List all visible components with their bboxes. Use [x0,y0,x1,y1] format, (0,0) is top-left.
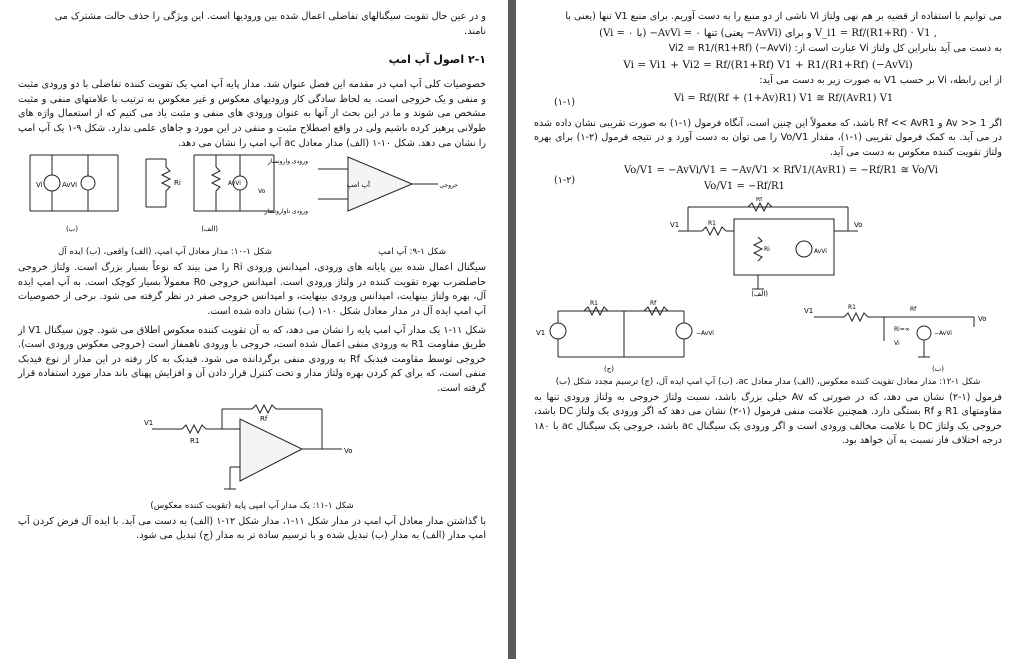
paragraph-2: سیگنال اعمال شده بین پایانه های ورودی، امپدانس ورودی Ri را می بیند که نوعاً بسیار بزرگ است. ولتاژ خروجی حاصلضرب بهره تقویت کننده در ولتاژ ورودی است. امپدانس خروجی Ro معمولاً بسیار کوچک است. به آپ امپ ایده آل، بهره ولتاژ بینهایت، امپدانس ورودی بینهایت، و امپدانس خروجی صفر در نظر گرفته می شود. برخی از خصوصیات آپ امپ ایده آل در مدار معادل شکل ۱۰-۱ (ب) نشان داده شده است. [18,262,486,317]
caption-1-12: شکل ۱-۱۲: مدار معادل تقویت کننده معکوس، (الف) مدار معادل ac، (ب) آپ امپ ایده آل، (ج) ترسیم مجدد شکل (ب) [555,376,981,387]
svg-text:−AvVi: −AvVi [934,329,952,337]
svg-text:Vo: Vo [854,220,863,229]
figure-1-12-a [668,197,868,297]
output-label: خروجی [439,182,458,190]
svg-text:R1: R1 [590,299,598,307]
right-page [516,0,1024,659]
svg-text:AvVi: AvVi [228,180,241,188]
svg-text:V1: V1 [536,328,546,337]
equation-1-2: Vo/V1 = −AvVi/V1 = −Av/V1 × RfV1/(AvR1) = −Rf/R1 ≅ Vo/Vi [624,164,938,176]
intro-line-1: و در عین حال تقویت سیگنالهای تفاضلی اعمال شده بین ورودیها است. این ویژگی را حذف حالت مشترک می [54,11,486,22]
svg-text:R1: R1 [708,219,716,227]
fig-1-9-opamp [318,157,438,211]
svg-text:V1: V1 [144,418,154,427]
svg-text:Rf: Rf [756,196,763,203]
paragraph-1: خصوصیات کلی آپ امپ در مقدمه این فصل عنوان شد. مدار پایه آپ امپ یک تقویت کننده تفاضلی با دو ورودی مثبت و منفی و یک خروجی است. به لحاظ سادگی کار ورودیهای معکوس و غیر معکوس به ترتیب با علامتهای منفی و مثبت مشخص می شوند و ما در این بحث از آنها به عنوان ورودی های منفی و مثبت یاد می کنیم که از استعمال واژه های طولانی پرهیز کرده باشیم ولی در واقع اصطلاح مثبت و منفی در این مورد و جاهای علمی ندارد. شکل ۹-۱ یک آپ امپ را نشان می دهد. شکل ۱۰-۱ (الف) مدار معادل ac آپ امپ را نشان می دهد. [18,79,487,149]
figure-1-11 [142,401,362,499]
paragraph-4: با گذاشتن مدار معادل آپ امپ در مدار شکل ۱۱-۱، مدار شکل ۱۲-۱ (الف) به دست می آید. با ایده آل فرض کردن آپ امپ مدار (الف) به مدار (ب) تبدیل شده و با ترسیم ساده تر به مدار (ج) تبدیل می شود. [18,515,487,542]
caption-1-10: شکل ۱-۱۰: مدار معادل آپ امپ، (الف) واقعی، (ب) ایده آل [58,247,272,258]
sub-c-label: (ج) [604,364,614,373]
equation-1-1-number: (۱-۱) [554,96,576,108]
svg-text:Vi: Vi [894,339,900,347]
equation-1-1-row [534,89,1002,117]
svg-text:Rf: Rf [650,299,657,307]
sub-a-label: (الف) [201,225,218,234]
intro-line-2: نامند. [464,25,486,37]
svg-text:AvVi: AvVi [62,181,78,190]
svg-text:R1: R1 [190,436,200,445]
right-line-1: می توانیم با استفاده از قضیه بر هم نهی ولتاژ Vi ناشی از دو منبع را به دست آوریم. برای منبع V1 تنها (یعنی با [565,11,1002,22]
svg-text:Vo: Vo [258,188,266,196]
right-paragraph-end: فرمول (۱-۲) نشان می دهد، که در صورتی که Av خیلی بزرگ باشد، نسبت ولتاژ خروجی به ولتاژ ورودی تنها به مقاومتهای R1 و Rf بستگی دارد. همچنین علامت منفی فرمول (۱-۲) نشان می دهد که اگر ورودی یک ولتاژ DC باشد، خروجی یک ولتاژ DC با علامت مخالف ورودی است و اگر ورودی یک سیگنال ac باشد، خروجی یک سیگنال ac با ۱۸۰ درجه اختلاف فاز نسبت به آن خواهد بود. [534,391,1002,447]
sub-b-label-right: (ب) [931,364,944,373]
figure-1-9-1-10 [18,151,486,243]
svg-text:Ri=∞: Ri=∞ [894,325,910,333]
caption-1-11: شکل ۱-۱۱: یک مدار آپ امپی پایه (تقویت کننده معکوس) [150,500,354,511]
left-page [0,0,508,659]
svg-text:Ri: Ri [764,245,770,253]
svg-text:Vo: Vo [978,314,987,323]
equation-superposition: (Vi = ۰ با) −AvVi = ۰ تنها (یعنی −AvVi) و برای V_i1 = Rf/(R1+Rf) · V1 , [599,27,937,39]
inv-input-label: ورودی وارونساز [267,158,308,166]
right-line-5: اگر 1 << Av و Rf << AvR1 باشد، که معمولاً این چنین است، آنگاه فرمول (۱-۱) به صورت تقریبی نشان داده شده در می آید. به کمک فرمول تقریبی (۱-۱)، مقدار Vo/V1 را می توان به دست آورد و در نتیجه فرمول (۲-۱) برای بهره ولتاژ تقویت کننده معکوس به دست می آید. [534,117,1003,158]
right-line-3: به دست می آید بنابراین کل ولتاژ Vi عبارت است از: Vi2 = R1/(R1+Rf) (−AvVi) [668,42,1002,54]
sub-a-label-right: (الف) [751,289,768,297]
svg-text:Rf: Rf [260,414,268,423]
svg-text:Ri: Ri [174,179,181,188]
paragraph-3: شکل ۱۱-۱ یک مدار آپ امپ پایه را نشان می دهد، که به آن تقویت کننده معکوس اطلاق می شود. چون سیگنال V1 از طریق مقاومت R1 به ورودی منفی اعمال شده است، خروجی با ورودی ناهمفاز است (خروجی معکوس ورودی است). خروجی توسط مقاومت فیدبک Rf به ورودی منفی برگردانده می شود. فیدبک به کار رفته در این مدار از نوع فیدبک منفی است، که برای کم کردن بهره ولتاژ مدار و تحت کنترل قرار دادن آن و افزایش پهنای باند مدار مورد استفاده قرار گرفته است. [18,324,487,394]
noninv-input-label: ورودی ناوارونساز [264,208,308,216]
opamp-label: آپ امپ [346,181,370,190]
equation-1-2-number: (۱-۲) [554,174,576,186]
sub-b-label: (ب) [65,225,78,234]
svg-text:Rf: Rf [910,305,917,313]
svg-text:R1: R1 [848,303,856,311]
svg-text:Vi: Vi [36,181,43,190]
section-heading: ۲-۱ اصول آپ امپ [388,53,486,67]
fig-1-10-a [146,155,274,211]
svg-text:V1: V1 [804,306,814,315]
svg-text:AvVi: AvVi [814,247,827,255]
svg-text:Vo: Vo [344,446,353,455]
equation-1-2-b: Vo/V1 = −Rf/R1 [704,180,785,192]
svg-text:V1: V1 [670,220,680,229]
figure-1-12-bc [534,297,1002,375]
right-line-4: از این رابطه، Vi بر حسب V1 به صورت زیر به دست می آید: [759,75,1002,87]
caption-1-9: شکل ۱-۹: آپ امپ [378,247,446,258]
equation-1-1: Vi = Rf/(Rf + (1+Av)R1) V1 ≅ Rf/(AvR1) V1 [674,92,894,104]
equation-1-2-row [534,161,1002,197]
equation-total: Vi = Vi1 + Vi2 = Rf/(R1+Rf) V1 + R1/(R1+Rf) (−AvVi) [623,59,913,72]
svg-text:−AvVi: −AvVi [696,329,714,337]
